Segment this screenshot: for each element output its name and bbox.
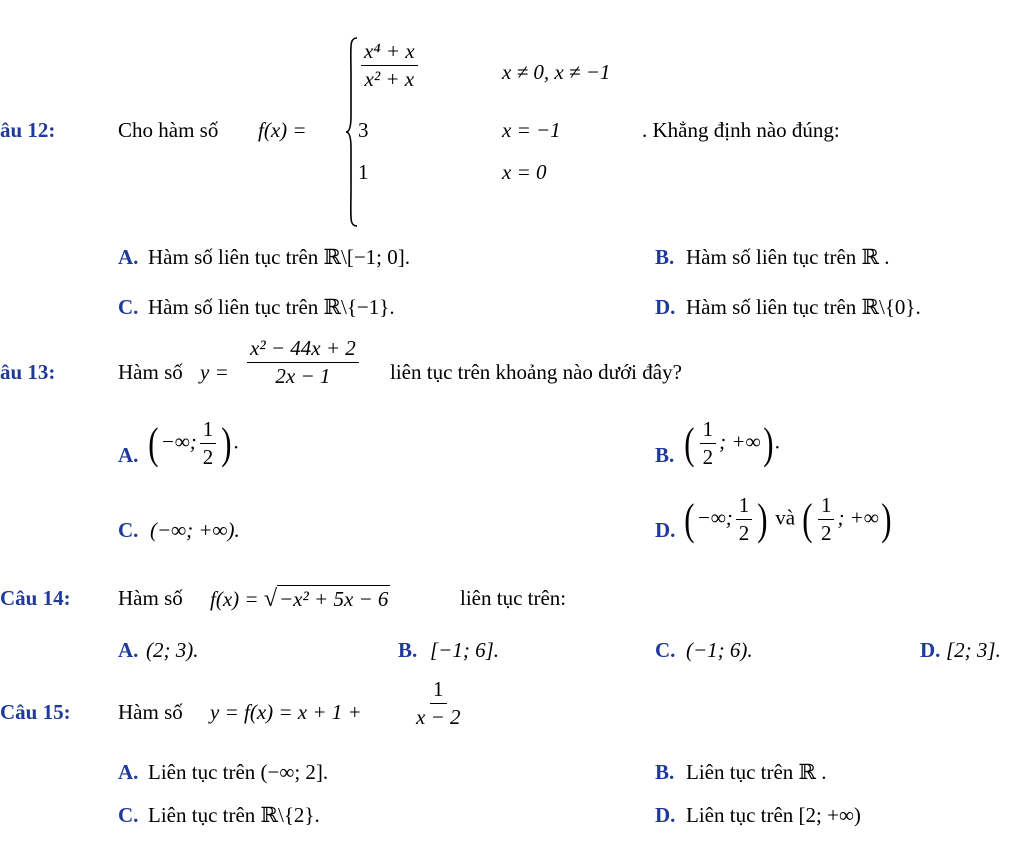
q14-option-d-label[interactable]: D.	[920, 638, 941, 662]
q12-case3-value: 1	[358, 160, 369, 184]
q13-option-a-period: .	[233, 429, 240, 454]
q14-function-lhs: f(x) =	[210, 587, 264, 611]
q13-option-d-lower: −∞;	[696, 505, 733, 530]
q13-option-d-denominator: 2	[738, 521, 750, 546]
q15-label: Câu 15:	[0, 700, 71, 724]
q14-option-b-text: [−1; 6].	[430, 638, 500, 662]
q13-option-a-label[interactable]: A.	[118, 443, 139, 467]
q12-function: f(x) =	[258, 118, 307, 142]
q13-intro: Hàm số	[118, 360, 183, 384]
q15-option-d-text: Liên tục trên [2; +∞)	[686, 803, 861, 827]
q13-option-b-upper: ; +∞	[719, 429, 761, 454]
q12-option-c-label[interactable]: C.	[118, 295, 139, 319]
q13-option-d-denominator-2: 2	[820, 521, 832, 546]
q15-option-c-text: Liên tục trên ℝ\{2}.	[148, 803, 320, 827]
q12-option-d-label[interactable]: D.	[655, 295, 676, 319]
q12-case1-denominator: x² + x	[364, 67, 415, 92]
q13-option-a-numerator: 1	[200, 418, 217, 444]
q15-intro: Hàm số	[118, 700, 183, 724]
q15-option-a-text: Liên tục trên (−∞; 2].	[148, 760, 329, 784]
q12-case1-condition: x ≠ 0, x ≠ −1	[502, 60, 611, 84]
q15-function: y = f(x) = x + 1 +	[210, 700, 362, 724]
radical-icon: √	[263, 586, 277, 612]
q13-option-b-label[interactable]: B.	[655, 443, 675, 467]
q13-option-d-numerator-2: 1	[818, 494, 835, 520]
q12-option-d-text: Hàm số liên tục trên ℝ\{0}.	[686, 295, 921, 319]
q14-function	[210, 586, 390, 613]
q13-option-a-denominator: 2	[202, 445, 214, 470]
q12-case2-condition: x = −1	[502, 118, 561, 142]
q12-case3-condition: x = 0	[502, 160, 547, 184]
q15-fraction	[410, 678, 467, 729]
q15-option-b-text: Liên tục trên ℝ .	[686, 760, 827, 784]
q15-denominator: x − 2	[416, 705, 461, 730]
q12-option-b-text: Hàm số liên tục trên ℝ .	[686, 245, 890, 269]
q15-option-b-label[interactable]: B.	[655, 760, 675, 784]
q12-label: âu 12:	[0, 118, 56, 142]
q14-option-a-text: (2; 3).	[146, 638, 199, 662]
q12-option-a-text: Hàm số liên tục trên ℝ\[−1; 0].	[148, 245, 410, 269]
q12-left-brace	[345, 36, 359, 228]
q13-option-d-and: và	[775, 505, 796, 530]
q13-option-d-interval: ( −∞; $\frac{1}{2}$ ) và ( $\frac{1}{2}$ ; +∞)	[684, 493, 892, 546]
q12-option-a-label[interactable]: A.	[118, 245, 139, 269]
q13-option-b-interval: ( $\frac{1}{2}$ ; +∞) .	[684, 417, 781, 470]
q13-label: âu 13:	[0, 360, 56, 384]
q15-numerator: 1	[430, 678, 447, 704]
q13-option-d-upper: ; +∞	[837, 505, 879, 530]
q12-intro: Cho hàm số	[118, 118, 219, 142]
q13-option-d-numerator: 1	[736, 494, 753, 520]
q14-question-tail: liên tục trên:	[460, 586, 567, 610]
q13-option-c-label[interactable]: C.	[118, 518, 139, 542]
q14-option-b-label[interactable]: B.	[398, 638, 418, 662]
q12-option-b-label[interactable]: B.	[655, 245, 675, 269]
q15-option-a-label[interactable]: A.	[118, 760, 139, 784]
q13-option-a-lower: −∞;	[160, 429, 197, 454]
q13-option-c-text: (−∞; +∞).	[150, 518, 240, 542]
q14-intro: Hàm số	[118, 586, 183, 610]
q15-option-c-label[interactable]: C.	[118, 803, 139, 827]
q14-option-a-label[interactable]: A.	[118, 638, 139, 662]
q14-radicand: −x² + 5x − 6	[278, 587, 389, 611]
q13-option-b-period: .	[775, 429, 781, 454]
q13-denominator: 2x − 1	[275, 364, 331, 389]
q12-case2-value: 3	[358, 118, 369, 142]
q14-option-c-text: (−1; 6).	[686, 638, 753, 662]
q15-option-d-label[interactable]: D.	[655, 803, 676, 827]
q13-option-b-denominator: 2	[702, 445, 714, 470]
q13-question-tail: liên tục trên khoảng nào dưới đây?	[390, 360, 682, 384]
q13-option-a-interval: ( −∞; $\frac{1}{2}$ ) .	[148, 417, 240, 470]
q14-label: Câu 14:	[0, 586, 71, 610]
q12-case1-fraction	[358, 40, 421, 91]
q13-numerator: x² − 44x + 2	[247, 337, 359, 363]
q12-case1-numerator: x⁴ + x	[361, 40, 418, 66]
q13-option-b-numerator: 1	[700, 418, 717, 444]
q14-option-c-label[interactable]: C.	[655, 638, 676, 662]
q13-y-equals: y =	[200, 360, 229, 384]
q13-fraction	[244, 337, 362, 388]
q13-option-d-label[interactable]: D.	[655, 518, 676, 542]
q12-option-c-text: Hàm số liên tục trên ℝ\{−1}.	[148, 295, 395, 319]
q14-option-d-text: [2; 3].	[946, 638, 1001, 662]
q12-question-tail: . Khẳng định nào đúng:	[642, 118, 840, 142]
